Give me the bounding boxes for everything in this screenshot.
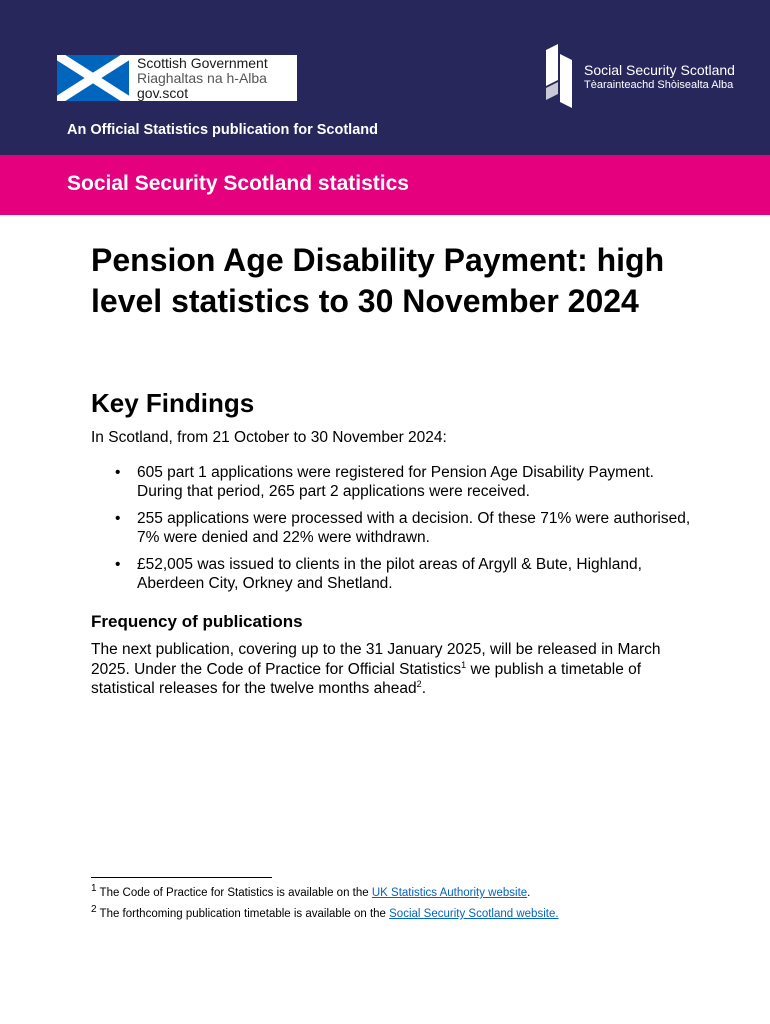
sg-logo-url: gov.scot [137, 85, 189, 101]
sg-logo-name: Scottish Government [137, 55, 268, 71]
sss-logo-name: Social Security Scotland [584, 62, 735, 78]
footnote-number: 2 [91, 904, 97, 916]
finding-text: 255 applications were processed with a decision. Of these 71% were authorised, 7% were denied and 22% were withdrawn. [137, 510, 691, 546]
frequency-text-2: we publish a timetable of statistical releases for the twelve months ahead [91, 660, 642, 697]
bullet-icon: • [115, 464, 121, 481]
sss-mark-icon [542, 44, 576, 108]
footnote-text: The Code of Practice for Statistics is available on the [96, 887, 372, 899]
intro-text: In Scotland, from 21 October to 30 November 2024: [91, 429, 447, 446]
list-item [91, 555, 691, 593]
header [0, 0, 770, 155]
finding-text: £52,005 was issued to clients in the pilot areas of Argyll & Bute, Highland, Aberdeen City, Orkney and Shetland. [137, 556, 642, 592]
bullet-icon: • [115, 556, 121, 573]
sss-logo-gaelic: Tèarainteachd Shòisealta Alba [584, 79, 734, 91]
sg-logo-gaelic: Riaghaltas na h-Alba [137, 70, 267, 86]
findings-list [91, 463, 691, 601]
scottish-government-logo[interactable] [57, 55, 297, 101]
frequency-text-1: The next publication, covering up to the 31 January 2025, will be released in March 2025. Under the Code of Practice for Official Statistics [91, 641, 661, 678]
saltire-flag-icon [57, 55, 129, 101]
footnote-ref-2[interactable]: 2 [416, 678, 422, 689]
page-title: Pension Age Disability Payment: high level statistics to 30 November 2024 [91, 242, 665, 319]
list-item [91, 509, 691, 547]
footnote-divider [91, 877, 272, 878]
bullet-icon: • [115, 510, 121, 527]
footnote-2 [91, 904, 559, 921]
footnote-text: The forthcoming publication timetable is available on the [96, 908, 390, 920]
frequency-paragraph [91, 640, 671, 699]
footnote-ref-1[interactable]: 1 [461, 659, 467, 670]
footnote-number: 1 [91, 883, 97, 895]
uk-statistics-authority-link[interactable]: UK Statistics Authority website [371, 887, 528, 899]
band-title: Social Security Scotland statistics [67, 172, 409, 195]
list-item [91, 463, 691, 501]
footnote-1 [91, 883, 531, 900]
key-findings-heading: Key Findings [91, 388, 255, 418]
social-security-scotland-link[interactable]: Social Security Scotland website. [389, 908, 559, 920]
frequency-text-3: . [421, 680, 426, 697]
finding-text: 605 part 1 applications were registered for Pension Age Disability Payment. During that period, 265 part 2 applications were received. [137, 464, 654, 500]
frequency-heading: Frequency of publications [91, 612, 303, 631]
footnote-end: . [527, 887, 531, 899]
publication-type: An Official Statistics publication for Scotland [67, 122, 378, 138]
